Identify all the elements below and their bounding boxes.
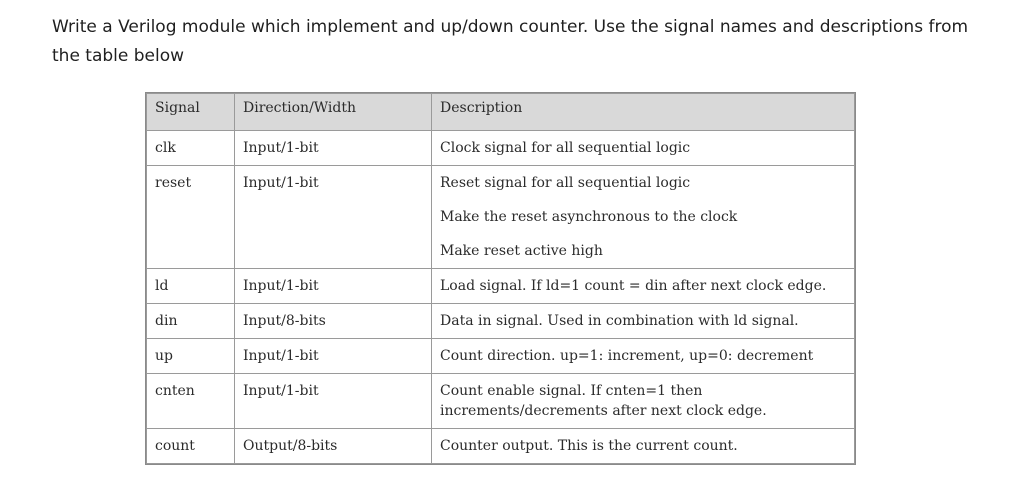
table-row (147, 374, 855, 429)
description-cell (432, 166, 855, 269)
table-row (147, 166, 855, 269)
signal-cell: count (147, 429, 235, 464)
table-row (147, 339, 855, 374)
direction-cell: Output/8-bits (235, 429, 432, 464)
description-line: Make the reset asynchronous to the clock (440, 209, 738, 225)
description-cell: Data in signal. Used in combination with ld signal. (432, 304, 855, 339)
signal-table (145, 92, 856, 465)
table-row (147, 269, 855, 304)
signal-cell: clk (147, 131, 235, 166)
direction-cell: Input/1-bit (235, 339, 432, 374)
description-cell: Clock signal for all sequential logic (432, 131, 855, 166)
direction-cell: Input/8-bits (235, 304, 432, 339)
description-cell: Count direction. up=1: increment, up=0: decrement (432, 339, 855, 374)
description-cell: Count enable signal. If cnten=1 then increments/decrements after next clock edge. (432, 374, 855, 429)
signal-cell: up (147, 339, 235, 374)
direction-cell: Input/1-bit (235, 269, 432, 304)
direction-cell: Input/1-bit (235, 374, 432, 429)
question-prompt: Write a Verilog module which implement and up/down counter. Use the signal names and descriptions from the table below (52, 17, 969, 66)
header-direction-width: Direction/Width (235, 94, 432, 131)
description-cell: Load signal. If ld=1 count = din after next clock edge. (432, 269, 855, 304)
signal-cell: cnten (147, 374, 235, 429)
description-line: Make reset active high (440, 243, 603, 259)
direction-cell: Input/1-bit (235, 166, 432, 269)
table-header-row (147, 94, 855, 131)
header-description: Description (432, 94, 855, 131)
table-row (147, 304, 855, 339)
table-row (147, 131, 855, 166)
table-row (147, 429, 855, 464)
header-signal: Signal (147, 94, 235, 131)
description-cell: Counter output. This is the current count. (432, 429, 855, 464)
signal-cell: din (147, 304, 235, 339)
description-line: Reset signal for all sequential logic (440, 175, 691, 191)
signal-cell: reset (147, 166, 235, 269)
direction-cell: Input/1-bit (235, 131, 432, 166)
signal-cell: ld (147, 269, 235, 304)
